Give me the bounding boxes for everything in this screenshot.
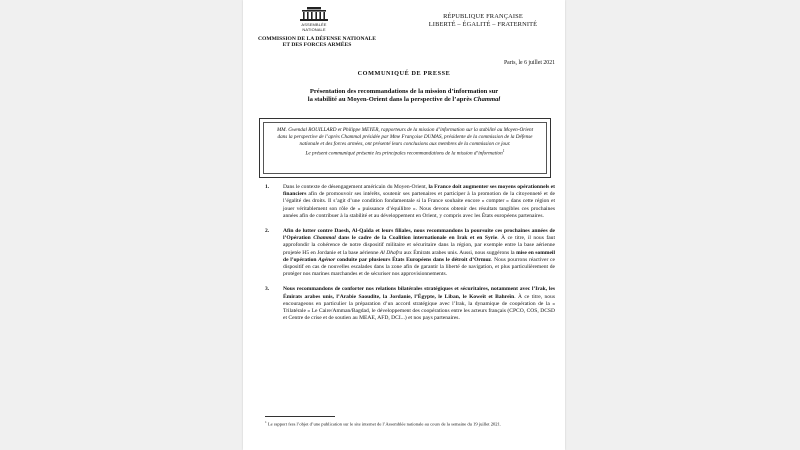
presentation-title-chammal: Chammal [473, 96, 501, 104]
item-text-italic: Al Dhafra [379, 249, 403, 256]
assemblee-nationale-logo [299, 6, 329, 32]
item-text: . À ce titre, nous encourageons en particulier la préparation d’un accord stratégique avec l’Irak, la dynamique de coopération de la « Trilatérale » Le Caire/Amman/Bagdad, le développement des coopérations entre les acteurs français (CPCO, COS, DCSD et Centre de crise et de soutien au MEAE, AFD, DCI...) et nos pays partenaires. [283, 293, 555, 322]
list-item [265, 228, 555, 278]
summary-paragraph-2-text: Le présent communiqué présente les principales recommandations de la mission d’information [305, 150, 503, 157]
item-number: 1. [265, 184, 270, 190]
item-text: aux Émirats arabes unis. Aussi, nous suggérons la [402, 249, 517, 256]
footnote-marker: 1 [265, 420, 267, 424]
document-page [243, 0, 565, 450]
republic-motto: LIBERTÉ – ÉGALITÉ – FRATERNITÉ [428, 21, 538, 29]
summary-paragraph-2 [272, 148, 538, 158]
footnote-text: Le rapport fera l’objet d’une publication sur le site internet de l’Assemblée nationale au cours de la semaine du 19 juillet 2021. [266, 421, 502, 427]
footnote [265, 419, 545, 428]
presentation-title [273, 88, 535, 105]
logo-caption [293, 23, 335, 32]
summary-box-inner [263, 122, 547, 174]
summary-box [259, 118, 551, 178]
item-number: 3. [265, 286, 270, 293]
recommendations-list [265, 184, 555, 330]
republic-header [428, 13, 538, 30]
item-text-bold: Afin de lutter contre Daesh, Al-Qaïda et leurs filiales, nous recommandons la poursuite ces prochaines années de l’Opération [283, 228, 555, 242]
republic-line1: RÉPUBLIQUE FRANÇAISE [443, 13, 523, 20]
commission-line2: ET DES FORCES ARMÉES [282, 42, 352, 49]
summary-paragraph-1: MM. Gwendal ROUILLARD et Philippe MEYER, rapporteurs de la mission d’information sur la stabilité au Moyen-Orient dans la perspective de l’après Chammal présidée par Mme Françoise DUMAS, présidente de la commission de la Défense nationale et des forces armées, ont présenté leurs conclusions aux membres de la commission ce jour. [276, 127, 534, 147]
presentation-title-line2 [273, 96, 535, 104]
document-date: Paris, le 6 juillet 2021 [503, 60, 555, 66]
list-item [265, 184, 555, 220]
item-text-bold: Nous recommandons de conforter nos relations bilatérales stratégiques et sécuritaires, notamment avec l’Irak, les Émirats arabes unis, l’Arabie Saoudite, la Jordanie, l’Égypte, le Liban, le Koweït et Bahreïn [283, 286, 555, 300]
item-text-bold: mise en sommeil de l’opération [283, 249, 555, 263]
item-text-bold: conduite par plusieurs États Européens dans le détroit d’Ormuz [335, 256, 492, 263]
item-text: . À ce titre, il nous faut approfondir la cohérence de notre dispositif militaire et sécuritaire dans la région, par exemple entre la base aérienne projetée H5 en Jordanie et la base aérienne [283, 235, 555, 256]
footnote-divider [265, 416, 335, 417]
commission-line1: COMMISSION DE LA DÉFENSE NATIONALE [257, 36, 376, 42]
logo-text-line1: ASSEMBLÉE [301, 22, 327, 27]
footnote-ref: 1 [502, 148, 505, 153]
item-text-bold-italic: Chammal [313, 235, 336, 242]
item-text-bold: dans le cadre de la Coalition internationale en Irak et en Syrie [335, 235, 498, 242]
item-text: afin de promouvoir ses intérêts, soutenir ses partenaires et participer à la promotion de la citoyenneté et de l’égalité des droits. Il s’agit d’une condition fondamentale si la France souhaite encore « compter » dans cette région et jouer véritablement son rôle de « puissance d’équilibre ». Nous devons obtenir des résultats tangibles ces prochaines années afin de contribuer à la stabilité et au développement en Orient, y compris avec les États européens partenaires. [283, 191, 555, 219]
item-text-bold: la France doit augmenter ses moyens opérationnels et financiers [283, 184, 555, 198]
list-item [265, 286, 555, 322]
logo-text-line2: NATIONALE [302, 26, 326, 32]
item-number: 2. [265, 228, 270, 235]
presentation-title-line1: Présentation des recommandations de la mission d’information sur [309, 88, 499, 95]
item-text: . Nous pourrons réactiver ce dispositif en cas de nouvelles escalades dans la zone afin de garantir la liberté de navigation, et plus particulièrement de protéger nos marines marchandes et de sécuriser nos approvisionnements. [283, 256, 555, 278]
communique-title: COMMUNIQUÉ DE PRESSE [357, 70, 451, 77]
hemicycle-icon [299, 6, 329, 22]
item-text-bold-italic: Agénor [318, 256, 336, 263]
commission-name [257, 36, 377, 49]
item-text: Dans le contexte de désengagement américain du Moyen-Orient, [283, 184, 429, 190]
presentation-title-line2-text: la stabilité au Moyen-Orient dans la perspective de l’après [307, 96, 474, 104]
